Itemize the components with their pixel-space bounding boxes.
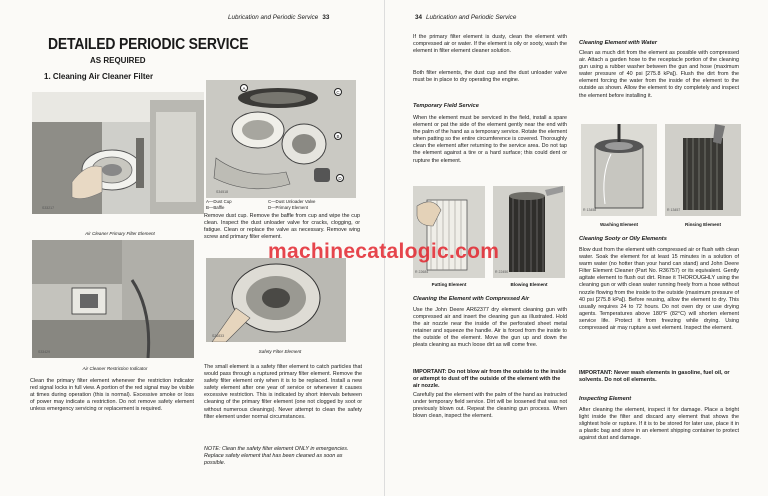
figure-washing-element xyxy=(581,124,657,216)
figure-air-cleaner-parts xyxy=(206,80,356,198)
primary-filter-photo xyxy=(32,92,204,214)
fig8-caption: Rinsing Element xyxy=(685,222,721,227)
fig1-caption: Air Cleaner Primary Filter Element xyxy=(85,231,155,236)
legend-c: C—Dust Unloader Valve xyxy=(268,199,316,204)
figure-primary-filter xyxy=(32,92,204,214)
para-compressed-air: Use the John Deere AR62377 dry element cleaning gun with compressed air and insert the cleaning gun as illustrated. Hold the air nozzle near the inside of the perforated sheet metal retainer and squeeze the handle. Air is forced from the inside to the outside of the element. Move the gun up and down the pleats cleaning as much loose dirt as will come free. xyxy=(413,307,567,349)
fig8-number: R 13457 xyxy=(667,208,681,212)
figure-safety-element xyxy=(206,258,346,342)
right-page-number: 34 xyxy=(415,14,423,21)
fig5-number: R 22684 xyxy=(415,270,429,274)
fig3-caption: Air Cleaner Restriction Indicator xyxy=(82,366,148,371)
fig4-number: S26833 xyxy=(212,334,225,338)
fig7-number: R 13458 xyxy=(583,208,597,212)
para-carefully-pat: Carefully pat the element with the palm of the hand as instructed under temporary field service. Dirt will be loosened that was not previously blown out. Repeat the cleaning gun process. When blown clean, inspect the element. xyxy=(413,392,567,420)
safety-element-photo xyxy=(206,258,346,342)
fig4-caption: Safety Filter Element xyxy=(258,349,302,354)
patting-element-photo xyxy=(413,186,485,278)
para-sooty: Blow dust from the element with compressed air or flush with clean water. Soak the element for at least 15 minutes in a solution of warm water (no hotter than your hand can stand) and John Deere Filter Element Cleaner (Part No. R36757) or its equivalent. Gently agitate element to flush out dirt. Rinse it THOROUGHLY using the cleaning gun or with clean water running freely from a hose without nozzle flowing from the inside to the outside (maximum pressure of 40 psi [275.8 kPa]). Before reusing, allow the element to dry. This usually requires 24 to 72 hours. Do not oven dry or use drying agents. Temperatures above 180°F (82°C) will shorten element service life. Protect it from freezing while drying. Using compressed air may rupture a wet element. Inspect the element. xyxy=(579,247,739,332)
fig1-number: S33217 xyxy=(42,206,55,210)
para-water: Clean as much dirt from the element as possible with compressed air. Attach a garden hose to the receptacle portion of the cleaning gun using a rubber washer between the gun and hose (maximum water pressure of 40 psi [275.8 kPa]). Flush the dirt from the element forcing the water from the inside of the element to the outside as shown. Allow the element to dry completely and inspect the element before installing it. xyxy=(579,50,739,99)
important-washing: IMPORTANT: Never wash elements in gasoline, fuel oil, or solvents. Do not oil elements. xyxy=(579,370,730,383)
callout-b: B xyxy=(334,132,342,140)
left-page-number: 33 xyxy=(322,14,330,21)
para-field-service: When the element must be serviced in the field, install a spare element or pat the side of the element gently near the end with the palm of the hand as a temporary service. Rotate the element when patting so the entire circumference is covered. Thoroughly clean the element after returning to the service area. Do not tap the element against a tire or a hard surface; this could dent or rupture the element. xyxy=(413,115,567,164)
heading-water: Cleaning Element with Water xyxy=(579,40,657,46)
note-safety-element: NOTE: Clean the safety filter element ONLY in emergencies. Replace safety element that has been cleaned as soon as possible. xyxy=(204,446,349,467)
legend-a: A—Dust Cup xyxy=(206,199,232,204)
air-cleaner-parts-photo xyxy=(206,80,356,198)
para-dusty: If the primary filter element is dusty, clean the element with compressed air or water. If the element is oily or sooty, wash the element in filter element cleaner solution. xyxy=(413,34,567,55)
important-compressed-air: IMPORTANT: Do not blow air from the outside to the inside or attempt to dust off the outside of the element with the air nozzle. xyxy=(413,369,567,389)
figure-restriction-indicator xyxy=(32,240,194,358)
fig6-number: R 22450 xyxy=(495,270,509,274)
as-required-subhead: AS REQUIRED xyxy=(90,56,146,65)
fig3-number: S33429 xyxy=(38,350,51,354)
heading-compressed-air: Cleaning the Element with Compressed Air xyxy=(413,296,530,302)
restriction-indicator-photo xyxy=(32,240,194,358)
legend-b: B—Baffle xyxy=(206,205,225,210)
heading-inspecting: Inspecting Element xyxy=(579,396,632,402)
washing-element-photo xyxy=(581,124,657,216)
fig2-legend-left xyxy=(206,199,266,211)
left-running-head-text: Lubrication and Periodic Service xyxy=(228,14,319,21)
page-title: DETAILED PERIODIC SERVICE xyxy=(48,36,249,53)
blowing-element-photo xyxy=(493,186,565,278)
rinsing-element-photo xyxy=(665,124,741,216)
right-running-head xyxy=(415,14,516,21)
right-running-head-text: Lubrication and Periodic Service xyxy=(426,14,517,21)
para-both-elements: Both filter elements, the dust cup and the dust unloader valve must be in place to dry operating the engine. xyxy=(413,70,567,84)
heading-field-service: Temporary Field Service xyxy=(413,103,479,109)
fig6-caption: Blowing Element xyxy=(510,282,548,287)
callout-c: C xyxy=(334,88,342,96)
figure-patting-element xyxy=(413,186,485,278)
figure-blowing-element xyxy=(493,186,565,278)
watermark: machinecatalogic.com xyxy=(268,240,500,263)
figure-rinsing-element xyxy=(665,124,741,216)
para-dust-cup: Remove dust cup. Remove the baffle from cup and wipe the cup clean. Inspect the dust unloader valve for cracks, clogging, or fatigue. Clean or replace the valve as necessary. Remove wing screw and primary filter element. xyxy=(204,213,360,241)
fig7-caption: Washing Element xyxy=(599,222,639,227)
left-running-head xyxy=(228,14,329,21)
fig5-caption: Patting Element xyxy=(431,282,467,287)
para-inspecting: After cleaning the element, inspect it for damage. Place a bright light inside the filter and discard any element that shows the slightest hole or rupture. If it is to be stored for later use, place it in a plastic bag and store in an element shipping container to protect against dust and damage. xyxy=(579,407,739,442)
legend-d: D—Primary Element xyxy=(268,205,309,210)
callout-d: D xyxy=(336,174,344,182)
fig2-number: S34518 xyxy=(216,190,229,194)
callout-a: A xyxy=(240,84,248,92)
section-heading: 1. Cleaning Air Cleaner Filter xyxy=(44,72,154,81)
para-indicator: Clean the primary filter element whenever the restriction indicator red signal locks in full view. A portion of the red signal may be visible at times during operation (this is normal). Excessive smoke or loss of power may indicate a restriction. Do not remove safety element unless emergency servicing or replacement is required. xyxy=(30,378,194,413)
fig2-legend-right xyxy=(268,199,356,211)
para-safety-element: The small element is a safety filter element to catch particles that would pass through a ruptured primary filter element. Remove the safety filter element only when it is to be replaced. Install a new safety element after one year of service or whenever it causes excessive restriction. This is indicated by short intervals between cleaning of the primary filter element (one not clogged by soot or without numerous cleanings). Never attempt to clean the safety filter element under normal circumstances. xyxy=(204,364,362,420)
heading-sooty: Cleaning Sooty or Oily Elements xyxy=(579,236,667,242)
